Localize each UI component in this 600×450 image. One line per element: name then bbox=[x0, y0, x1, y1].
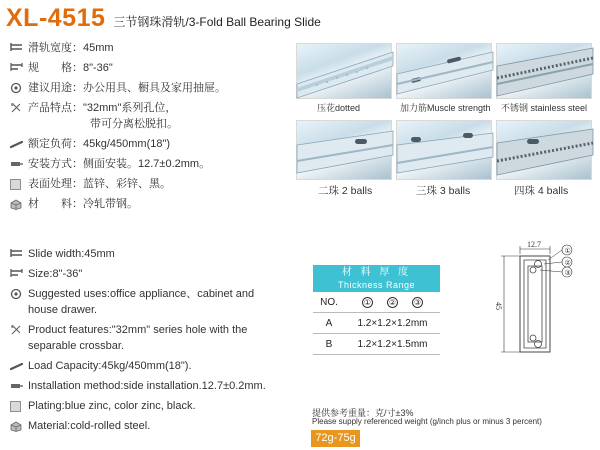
spec-row bbox=[10, 246, 310, 262]
weight-value-badge: 72g-75g bbox=[311, 430, 360, 447]
photo-4-balls bbox=[496, 120, 592, 180]
spec-row bbox=[10, 286, 310, 302]
spec-value: 8"-36" bbox=[83, 62, 113, 74]
photo-muscle-strength bbox=[396, 43, 492, 99]
specs-chinese bbox=[10, 40, 290, 216]
row-label: B bbox=[325, 338, 333, 350]
table-row bbox=[313, 334, 440, 355]
callout-2: ② bbox=[564, 260, 571, 267]
height-dimension-text: 45 bbox=[494, 302, 503, 310]
spec-label: 产品特点： bbox=[28, 102, 83, 114]
spec-label: 额定负荷： bbox=[28, 138, 83, 150]
thickness-title-en: Thickness Range bbox=[337, 280, 416, 290]
spec-value-continued: 带可分离松脱扣。 bbox=[90, 118, 178, 130]
spec-row bbox=[10, 176, 290, 192]
row-value: 1.2×1.2×1.5mm bbox=[357, 338, 428, 350]
col-layer-2: ② bbox=[388, 297, 397, 307]
photo-stainless-steel bbox=[496, 43, 592, 99]
spec-row bbox=[10, 398, 310, 414]
spec-row bbox=[10, 40, 290, 56]
spec-value: cold-rolled steel. bbox=[70, 420, 151, 432]
photo-dotted bbox=[296, 43, 392, 99]
spec-value: side installation.12.7±0.2mm. bbox=[123, 380, 266, 392]
photo-3-balls bbox=[396, 120, 492, 180]
spec-value-continued: separable crossbar. bbox=[28, 340, 124, 352]
spec-value: "32mm"系列孔位， bbox=[83, 102, 177, 114]
caption-2-balls: 二珠 2 balls bbox=[318, 185, 373, 197]
spec-value: "32mm" series hole with the bbox=[111, 324, 248, 336]
thickness-table-header bbox=[313, 265, 440, 292]
spec-row bbox=[10, 156, 290, 172]
weight-label-cn: 提供参考重量：克/寸±3% bbox=[312, 408, 414, 418]
load-icon bbox=[10, 358, 28, 374]
feature-icon bbox=[10, 100, 28, 116]
material-icon bbox=[10, 418, 28, 434]
spec-label: Installation method: bbox=[28, 380, 124, 392]
spec-value: 45mm bbox=[83, 42, 114, 54]
col-no: NO. bbox=[320, 296, 338, 308]
spec-label: Size: bbox=[28, 268, 53, 280]
photo-2-balls bbox=[296, 120, 392, 180]
thickness-title-cn: 材 料 厚 度 bbox=[341, 267, 412, 278]
caption-muscle-strength: 加力筋Muscle strength bbox=[400, 103, 491, 113]
size-icon bbox=[10, 60, 28, 76]
spec-label: Product features: bbox=[28, 324, 112, 336]
spec-label: Suggested uses: bbox=[28, 288, 110, 300]
spec-label: 表面处理： bbox=[28, 178, 83, 190]
caption-3-balls: 三珠 3 balls bbox=[416, 185, 471, 197]
header bbox=[6, 4, 321, 34]
slide-width-icon bbox=[10, 246, 28, 262]
spec-label: 规 格： bbox=[28, 62, 83, 74]
spec-value: 45kg/450mm(18"). bbox=[101, 360, 192, 372]
spec-row bbox=[10, 378, 310, 394]
col-layer-3: ③ bbox=[413, 297, 422, 307]
col-layer-1: ① bbox=[363, 297, 372, 307]
width-dimension-text: 12.7 bbox=[527, 240, 541, 249]
spec-label: 材 料： bbox=[28, 198, 83, 210]
spec-row bbox=[10, 100, 290, 116]
spec-label: Slide width: bbox=[28, 248, 85, 260]
slide-width-icon bbox=[10, 40, 28, 56]
spec-value: 办公用具、橱具及家用抽屉。 bbox=[83, 82, 226, 94]
spec-label: 建议用途： bbox=[28, 82, 83, 94]
spec-label: 安装方式： bbox=[28, 158, 83, 170]
spec-row bbox=[10, 322, 310, 338]
weight-label-en: Please supply referenced weight (g/inch plus or minus 3 percent) bbox=[312, 417, 542, 426]
model-number: XL-4515 bbox=[6, 4, 106, 32]
table-row bbox=[313, 313, 440, 334]
spec-label: 滑轨宽度： bbox=[28, 42, 83, 54]
spec-value: 45kg/450mm(18") bbox=[83, 138, 171, 150]
spec-row bbox=[10, 80, 290, 96]
spec-row bbox=[10, 196, 290, 212]
size-icon bbox=[10, 266, 28, 282]
product-subtitle: 三节钢珠滑轨/3-Fold Ball Bearing Slide bbox=[113, 15, 321, 29]
spec-label: Plating: bbox=[28, 400, 65, 412]
feature-icon bbox=[10, 322, 28, 338]
spec-value: blue zinc, color zinc, black. bbox=[64, 400, 196, 412]
thickness-table bbox=[313, 265, 440, 355]
spec-value: office appliance、cabinet and bbox=[109, 288, 255, 300]
cross-section-drawing bbox=[494, 240, 588, 365]
spec-row bbox=[10, 418, 310, 434]
spec-value-continued: house drawer. bbox=[28, 304, 98, 316]
spec-row bbox=[10, 60, 290, 76]
row-label: A bbox=[325, 317, 333, 329]
spec-value: 蓝锌、彩锌、黑。 bbox=[83, 178, 171, 190]
callout-3: ③ bbox=[564, 270, 571, 277]
spec-value: 冷轧带钢。 bbox=[83, 198, 138, 210]
install-icon bbox=[10, 156, 28, 172]
caption-stainless-steel: 不锈钢 stainless steel bbox=[501, 103, 588, 113]
usage-icon bbox=[10, 80, 28, 96]
spec-value: 8"-36" bbox=[52, 268, 83, 280]
callout-1: ① bbox=[564, 248, 571, 255]
material-icon bbox=[10, 196, 28, 212]
spec-label: Material: bbox=[28, 420, 71, 432]
usage-icon bbox=[10, 286, 28, 302]
row-value: 1.2×1.2×1.2mm bbox=[357, 317, 428, 329]
spec-row bbox=[10, 266, 310, 282]
install-icon bbox=[10, 378, 28, 394]
load-icon bbox=[10, 136, 28, 152]
caption-dotted: 压花dotted bbox=[317, 103, 361, 113]
spec-value: 45mm bbox=[84, 248, 115, 260]
spec-row bbox=[10, 136, 290, 152]
surface-icon bbox=[10, 176, 28, 192]
spec-label: Load Capacity: bbox=[28, 360, 102, 372]
surface-icon bbox=[10, 398, 28, 414]
thickness-column-headers bbox=[313, 292, 440, 313]
specs-english bbox=[10, 246, 310, 438]
caption-4-balls: 四珠 4 balls bbox=[514, 185, 569, 197]
spec-value: 侧面安装。12.7±0.2mm。 bbox=[83, 158, 211, 170]
spec-row bbox=[10, 358, 310, 374]
